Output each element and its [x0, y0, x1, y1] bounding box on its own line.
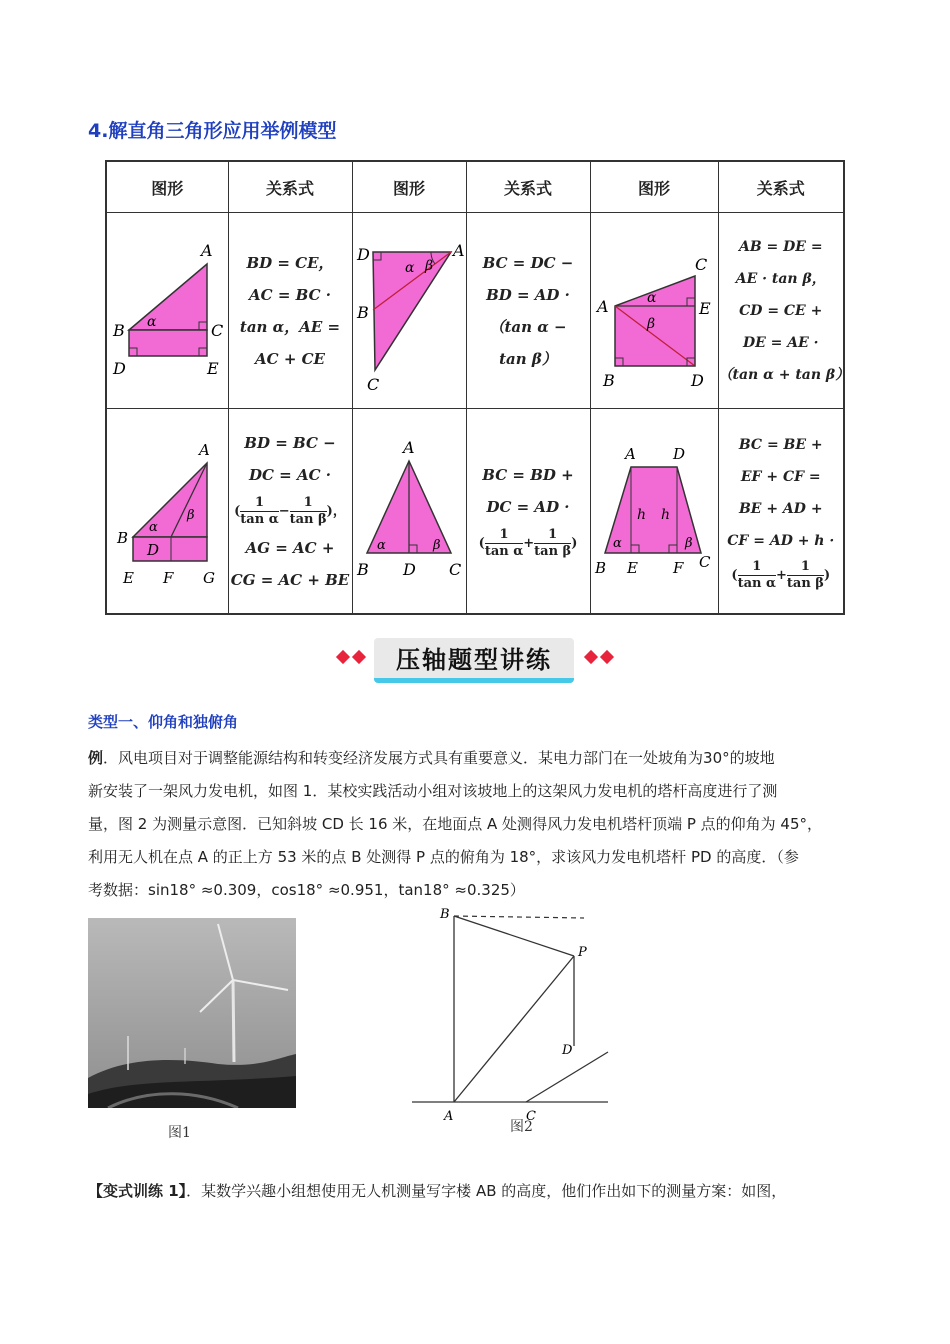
rel-fraction: ( $\frac{1}{\text{tan α}}$ + $\frac{1}{\text{tan β}}$ ) — [731, 558, 831, 591]
banner-title: 压轴题型讲练 — [396, 646, 552, 674]
frac-num: 1 — [240, 495, 278, 512]
fig2-caption: 图2 — [510, 1119, 533, 1135]
label-E: E — [123, 569, 135, 587]
label-P: P — [578, 945, 587, 960]
measurement-diagram — [412, 906, 612, 1136]
label-C: C — [526, 1109, 536, 1124]
label-D: D — [403, 560, 416, 579]
rel-line: DE = AE · — [742, 334, 819, 351]
section-banner — [330, 634, 620, 680]
diamond-icon — [352, 650, 366, 664]
label-F: F — [673, 559, 684, 577]
header-relation: 关系式 — [466, 161, 590, 213]
relation-6 — [718, 409, 844, 615]
label-beta: β — [433, 538, 441, 553]
figure-1 — [106, 213, 228, 409]
example-paragraph — [88, 742, 868, 907]
rel-line: CF = AD + h · — [727, 532, 835, 549]
rel-line: BD = AD · — [486, 285, 570, 304]
label-A: A — [453, 240, 465, 260]
label-h: h — [637, 507, 647, 523]
figure-4 — [106, 409, 228, 615]
label-D: D — [673, 445, 686, 463]
frac-den: tan β — [289, 511, 327, 527]
label-C: C — [367, 374, 380, 394]
variant-text: ．某数学兴趣小组想使用无人机测量写字楼 AB 的高度，他们作出如下的测量方案：如图， — [186, 1182, 787, 1200]
label-A: A — [597, 296, 609, 316]
frac-num: 1 — [290, 495, 327, 512]
rel-line: BE + AD + — [738, 500, 823, 517]
rel-line: AE · tan β， — [735, 270, 826, 287]
label-F: F — [163, 569, 174, 587]
label-C: C — [211, 320, 224, 340]
variant-paragraph — [88, 1176, 878, 1206]
frac-den: tan β — [786, 575, 824, 591]
relation-1 — [228, 213, 352, 409]
label-beta: β — [647, 315, 656, 332]
rel-line: BD = BC − — [244, 433, 336, 452]
frac-den: tan α — [484, 543, 524, 559]
header-figure: 图形 — [352, 161, 466, 213]
label-D: D — [113, 358, 127, 378]
fig1-caption: 图1 — [168, 1125, 191, 1141]
rel-line: AG = AC + — [245, 538, 335, 557]
label-B: B — [357, 302, 369, 322]
relation-3 — [718, 213, 850, 409]
label-G: G — [203, 569, 216, 587]
label-D: D — [357, 244, 370, 264]
label-B: B — [357, 560, 369, 579]
figure-6 — [590, 409, 718, 615]
label-h: h — [661, 507, 671, 523]
relation-4 — [228, 409, 352, 615]
rel-line: tan α，AE = — [239, 317, 341, 336]
rel-line: BD = CE， — [246, 253, 334, 272]
header-relation: 关系式 — [228, 161, 352, 213]
label-A: A — [403, 438, 415, 457]
label-alpha: α — [613, 536, 622, 551]
label-B: B — [113, 320, 126, 340]
example-line: 量，图 2 为测量示意图．已知斜坡 CD 长 16 米，在地面点 A 处测得风力发电机塔杆顶端 P 点的仰角为 45°， — [88, 815, 823, 833]
label-D: D — [147, 541, 160, 559]
label-B: B — [440, 907, 450, 922]
relation-5 — [466, 409, 590, 615]
rel-line: （tan α − — [489, 317, 567, 336]
example-label: 例 — [88, 749, 104, 767]
label-A: A — [201, 240, 213, 260]
rel-fraction: ( $\frac{1}{\text{tan α}}$ − $\frac{1}{\text{tan β}}$ )， — [234, 494, 346, 527]
figure-5 — [352, 409, 466, 615]
example-line: 新安装了一架风力发电机，如图 1．某校实践活动小组对该坡地上的这架风力发电机的塔杆高度进行了测 — [88, 782, 778, 800]
label-alpha: α — [647, 289, 657, 306]
label-D: D — [562, 1043, 573, 1058]
diamond-icon — [336, 650, 350, 664]
variant-label: 【变式训练 1】 — [88, 1182, 187, 1200]
label-alpha: α — [377, 538, 386, 553]
label-E: E — [699, 298, 711, 318]
label-E: E — [207, 358, 219, 378]
frac-num: 1 — [485, 527, 523, 544]
rel-line: BC = BD + — [482, 465, 574, 484]
label-beta: β — [685, 536, 693, 551]
label-B: B — [603, 370, 615, 390]
frac-den: tan α — [240, 511, 279, 527]
rel-line: EF + CF = — [740, 468, 821, 485]
rel-line: CG = AC + BE — [230, 570, 350, 589]
type-title: 类型一、仰角和独俯角 — [88, 713, 239, 731]
label-beta: β — [187, 508, 195, 523]
frac-den: tan α — [737, 575, 776, 591]
wind-turbine-photo — [88, 918, 296, 1108]
label-beta: β — [425, 257, 434, 274]
rel-line: （tan α + tan β） — [718, 366, 850, 383]
example-line: 考数据：sin18° ≈0.309，cos18° ≈0.951，tan18° ≈0.325） — [88, 881, 525, 899]
diamond-icon — [600, 650, 614, 664]
relation-2 — [466, 213, 590, 409]
label-A: A — [444, 1109, 454, 1124]
rel-line: AC = BC · — [249, 285, 331, 304]
label-alpha: α — [147, 313, 157, 330]
rel-line: DC = AC · — [249, 465, 331, 484]
rel-line: DC = AD · — [486, 497, 570, 516]
header-relation: 关系式 — [718, 161, 844, 213]
relations-table — [105, 160, 850, 612]
rel-line: tan β） — [499, 349, 557, 368]
label-C: C — [695, 254, 708, 274]
label-E: E — [627, 559, 638, 577]
rel-line: AB = DE = — [738, 238, 823, 255]
rel-line: CD = CE + — [739, 302, 823, 319]
frac-den: tan β — [534, 543, 572, 559]
label-C: C — [449, 560, 462, 579]
header-figure: 图形 — [106, 161, 228, 213]
label-alpha: α — [405, 259, 415, 276]
example-line: 利用无人机在点 A 的正上方 53 米的点 B 处测得 P 点的俯角为 18°，求该风力发电机塔杆 PD 的高度．（参 — [88, 848, 799, 866]
figure-3 — [590, 213, 718, 409]
label-B: B — [117, 529, 129, 547]
rel-fraction: ( $\frac{1}{\text{tan α}}$ + $\frac{1}{\text{tan β}}$ ) — [478, 526, 578, 559]
label-D: D — [691, 370, 704, 390]
example-line: ．风电项目对于调整能源结构和转变经济发展方式具有重要意义．某电力部门在一处坡角为30°的坡地 — [103, 749, 775, 767]
diamond-icon — [584, 650, 598, 664]
label-A: A — [199, 441, 211, 459]
section-heading: 4.解直角三角形应用举例模型 — [88, 120, 337, 142]
comma: ， — [332, 503, 346, 519]
frac-num: 1 — [738, 559, 776, 576]
rel-line: AC + CE — [255, 349, 325, 368]
label-B: B — [595, 559, 607, 577]
label-C: C — [699, 553, 711, 571]
rel-line: BC = DC − — [482, 253, 574, 272]
frac-num: 1 — [534, 527, 571, 544]
figure-2 — [352, 213, 466, 409]
frac-num: 1 — [787, 559, 824, 576]
rel-line: BC = BE + — [738, 436, 823, 453]
header-figure: 图形 — [590, 161, 718, 213]
label-A: A — [625, 445, 636, 463]
label-alpha: α — [149, 520, 159, 535]
